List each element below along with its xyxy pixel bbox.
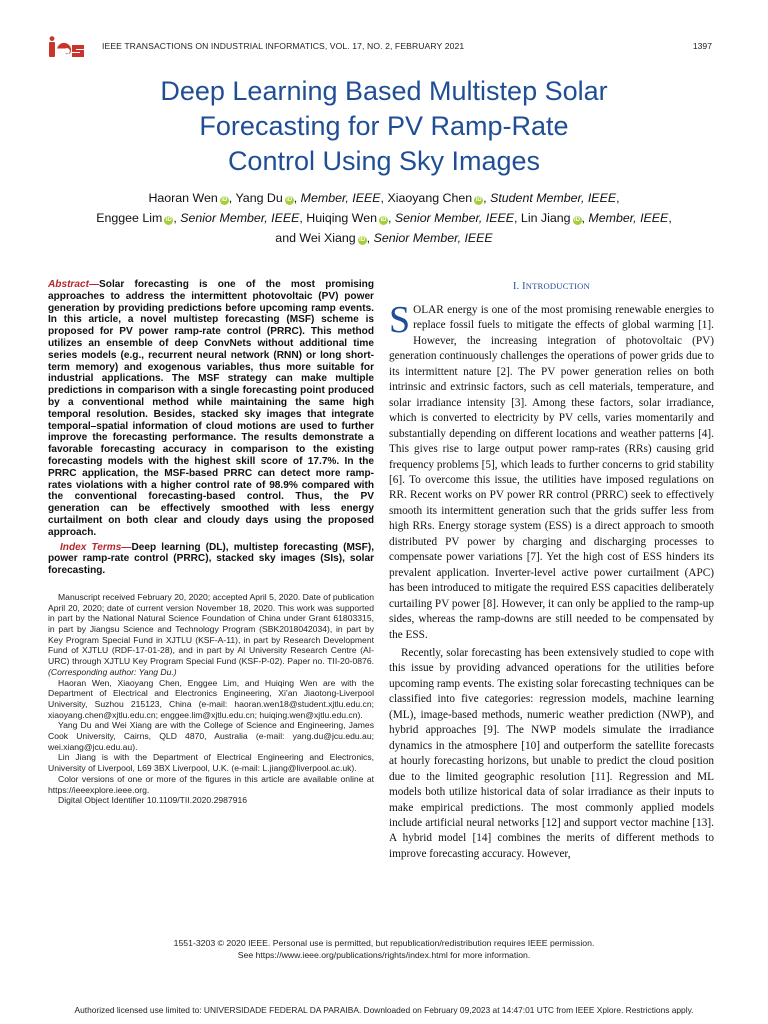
orcid-icon[interactable]: iD — [286, 197, 293, 203]
abstract-label: Abstract— — [48, 279, 100, 290]
footnote-affiliation: Haoran Wen, Xiaoyang Chen, Enggee Lim, and Huiqing Wen are with the Department of Electrical and Electronics Engineering, Xi’an Jiaotong-Liverpool University, Suzhou 215123, China (e-mail: haoran.wen18@student.xjtlu.edu.cn; xiaoyang.chen@xjtlu.edu.cn; enggee.lim@xjtlu.edu.cn; huiqing.wen@xjtlu.edu.cn). — [48, 677, 374, 720]
author-separator: , — [293, 191, 301, 205]
page-number: 1397 — [692, 41, 712, 51]
author-separator: , — [380, 191, 388, 205]
author-name: Enggee Lim — [96, 211, 163, 225]
author-membership: Senior Member, IEEE — [394, 211, 515, 225]
copyright-line: 1551-3203 © 2020 IEEE. Personal use is permitted, but republication/redistribution requires IEEE permission. — [173, 938, 595, 948]
author-membership: Student Member, IEEE — [490, 191, 617, 205]
section-title-initial: I — [522, 281, 526, 292]
footnote-affiliation: Lin Jiang is with the Department of Electrical Engineering and Electronics, University of Liverpool, L69 3BX Liverpool, U.K. (e-mail: L.jiang@liverpool.ac.uk). — [48, 752, 374, 774]
author-separator: , — [388, 211, 395, 225]
paper-title — [84, 74, 684, 179]
author-membership: Member, IEEE — [300, 191, 381, 205]
orcid-icon[interactable]: iD — [574, 217, 581, 223]
author-separator: , — [228, 191, 236, 205]
author-line — [30, 188, 738, 208]
author-membership: Member, IEEE — [588, 211, 669, 225]
author-membership: Senior Member, IEEE — [180, 211, 300, 225]
author-separator: , — [668, 211, 672, 225]
author-separator: , — [514, 211, 521, 225]
copyright-line: See https://www.ieee.org/publications/rights/index.html for more information. — [237, 949, 531, 960]
orcid-icon[interactable]: iD — [380, 217, 387, 223]
author-list — [30, 188, 738, 248]
author-separator: , — [483, 191, 491, 205]
abstract — [48, 279, 374, 539]
author-name: Huiqing Wen — [306, 211, 377, 225]
section-numeral: I. — [513, 281, 520, 292]
title-line: Deep Learning Based Multistep Solar — [160, 76, 608, 106]
title-line: Forecasting for PV Ramp-Rate — [199, 111, 569, 141]
title-line: Control Using Sky Images — [227, 146, 541, 176]
author-name: and Wei Xiang — [275, 231, 356, 245]
author-separator: , — [299, 211, 307, 225]
orcid-icon[interactable]: iD — [221, 197, 228, 203]
author-separator: , — [616, 191, 620, 205]
author-name: Haoran Wen — [148, 191, 218, 205]
author-line — [30, 228, 738, 248]
footnote-color: Color versions of one or more of the figures in this article are available online at https://ieeexplore.ieee.org. — [48, 773, 374, 795]
orcid-icon[interactable]: iD — [359, 237, 366, 243]
author-line — [30, 208, 738, 228]
author-name: Yang Du — [235, 191, 283, 205]
author-membership: Senior Member, IEEE — [373, 231, 493, 245]
author-separator: , — [366, 231, 374, 245]
left-column — [48, 279, 374, 806]
footnote-text: Manuscript received February 20, 2020; accepted April 5, 2020. Date of publication April 20, 2020; date of current version November 18, 2020. This work was supported in part by the National Natural Science Foundation of China under Grant 61803315, in part by Jiangsu Science and Technology Program (SBK2018042034), in part by Key Program Special Fund in XJTLU (KSF-A-11), in part by Research Development Fund of XJTLU (RDF-17-01-28), and in part by AI University Research Centre (AI-URC) through XJTLU Key Program Special Fund (KSF-P-02). Paper no. TII-20-0876. — [48, 591, 374, 667]
paragraph-text: OLAR energy is one of the most promising renewable energies to replace fossil fuels to mitigate the effects of global warming [1]. However, the increasing integration of photovoltaic (PV) generation continuously challenges the operations of power grids due to its intermittent nature [2]. The PV power generation relies on both intrinsic and extrinsic factors, such as cell materials, temperature, and solar irradiance intensity [3]. Among these factors, solar irradiance, which is converted to electricity by PV cells, varies momentarily and substantially depending on different locations and weather patterns [4]. This gives rise to large output power ramp-rates (RRs) causing grid frequency problems [5], which leads to further concerns to grid stability [6]. To overcome this issue, the utilities have imposed regulations on RR. Recent works on PV power RR control (PRRC) seek to effectively smooth its intermittent generation such that the grids suffer less from high RRs. Energy storage system (ESS) is a direct approach to smooth distributed PV power by charging and discharging processes to compensate power variations [7]. Yet the high cost of ESS hinders its prevalent application. Inverter-level active power curtailment (APC) has been introduced to mitigate the required ESS capacities deliberately curtailing PV power [8]. However, it can only be applied to the ramp-up sides, whereas the ramp-downs are still needed to be compensated by the ESS. — [389, 304, 714, 641]
journal-name: IEEE TRANSACTIONS ON INDUSTRIAL INFORMATICS, VOL. 17, NO. 2, FEBRUARY 2021 — [102, 41, 465, 51]
footnote-affiliation: Yang Du and Wei Xiang are with the College of Science and Engineering, James Cook University, Cairns, QLD 4870, Australia (e-mail: yang.du@jcu.edu.au; wei.xiang@jcu.edu.au). — [48, 720, 374, 752]
index-terms — [48, 542, 374, 577]
abstract-text: Solar forecasting is one of the most promising approaches to address the intermittent photovoltaic (PV) power generation by providing predictions before upcoming ramp events. In this article, a novel multistep forecasting (MSF) scheme is proposed for PV power ramp-rate control (PRRC). This method utilizes an ensemble of deep ConvNets without additional time series models (e.g., recurrent neural network (RNN) or long short-term memory) and exogenous variables, thus more suitable for industrial applications. The MSF strategy can make multiple predictions in comparison with a single forecasting point produced by a conventional method while maintaining the same high temporal resolution. Besides, stacked sky images that integrate temporal–spatial information of cloud motions are used to further improve the forecasting performance. The results demonstrate a favorable forecasting accuracy in comparison to the existing forecasting models with the highest skill score of 17.7%. In the PRRC application, the MSF-based PRRC can detect more ramp-rates violations with a higher control rate of 98.9% compared with the conventional forecasting-based control. Thus, the PV generation can be effectively smoothed with less energy curtailment on both clear and cloudy days using the proposed approach. — [48, 279, 374, 538]
section-heading — [389, 281, 714, 292]
license-notice: Authorized licensed use limited to: UNIVERSIDADE FEDERAL DA PARAIBA. Downloaded on February 09,2023 at 14:47:01 UTC from IEEE Xplore. Restrictions apply. — [74, 1005, 694, 1015]
footnote-manuscript — [48, 592, 374, 678]
intro-paragraph: Recently, solar forecasting has been extensively studied to cope with this issue by providing advanced operations for the utilities before upcoming ramp events. The existing solar forecasting techniques can be classified into five categories: regression models, machine learning (ML), image-based methods, numeric weather prediction (NWP), and hybrid approaches [9]. The NWP models simulate the irradiance dynamics in the atmosphere [10] and outperform the satellite forecasts at hourly forecasting horizons, but unable to predict the cloud position due to the limited geographic resolution [11]. Regression and ML models both utilize historical data of solar irradiance as their inputs to make empirical predictions. The most commonly applied models include artificial neural networks [12] and support vector machine [13]. A hybrid model [14] combines the merits of different methods to improve forecasting accuracy. However, — [389, 646, 714, 860]
copyright-notice — [60, 938, 708, 961]
author-separator: , — [173, 211, 181, 225]
orcid-icon[interactable]: iD — [165, 217, 172, 223]
corresponding-author: (Corresponding author: Yang Du.) — [48, 666, 177, 677]
footnote-doi: Digital Object Identifier 10.1109/TII.2020.2987916 — [58, 795, 248, 806]
index-terms-label: Index Terms— — [60, 541, 132, 553]
orcid-icon[interactable]: iD — [475, 197, 482, 203]
right-column — [389, 281, 714, 862]
author-name: Xiaoyang Chen — [387, 191, 473, 205]
index-terms-text: Deep learning (DL), multistep forecasting (MSF), power ramp-rate control (PRRC), stacked sky images (SIs), solar forecasting. — [48, 541, 374, 577]
ies-logo-icon — [48, 36, 88, 58]
author-separator: , — [581, 211, 589, 225]
author-name: Lin Jiang — [520, 211, 571, 225]
running-header — [48, 38, 712, 58]
section-title-rest: NTRODUCTION — [525, 281, 590, 291]
intro-paragraph — [389, 299, 714, 643]
drop-cap: S — [389, 299, 411, 341]
